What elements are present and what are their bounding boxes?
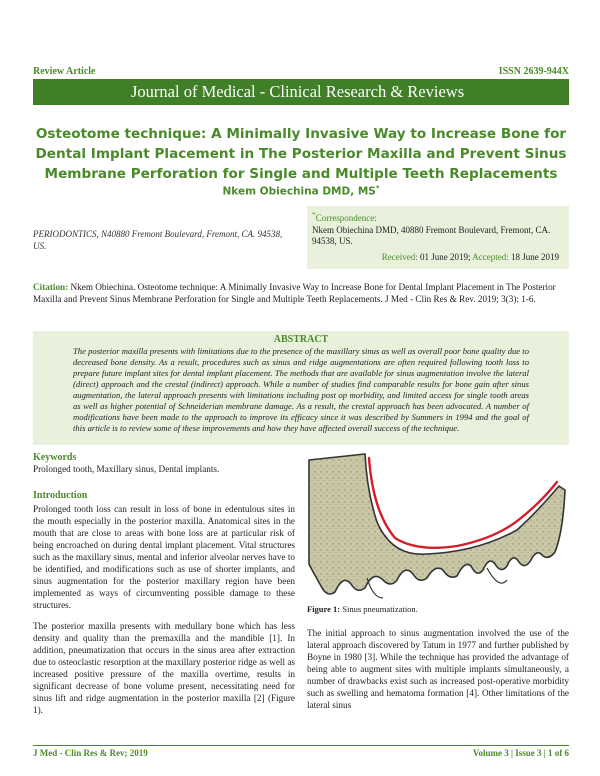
received-date: 01 June 2019;	[420, 251, 471, 262]
footer-rule	[33, 745, 569, 746]
maxilla-bone	[309, 454, 565, 594]
abstract-heading: ABSTRACT	[273, 334, 329, 345]
figure-label: Figure 1:	[307, 604, 341, 614]
intro-paragraph-2: The posterior maxilla presents with medullary bone which has less density and quality than the premaxilla and the mandible [1]. In addition, pneumatization that occurs in the sinus area after extraction due to osteoclastic resorption at the maxillary posterior ridge as well as increased positive pressure of the maxilla overtime, results in significant decrease of bone volume present, necessitating need for sinus lift and ridge augmentation in the posterior maxilla [2] (Figure 1).	[33, 621, 295, 715]
root-right	[487, 568, 507, 583]
abstract-text: The posterior maxilla presents with limitations due to the presence of the maxillary sinus as well as overall poor bone quality due to decreased bone density. As a result, procedures such as sinus and ridge augmentations are often required following tooth loss to prepare future implant sites for dental implant placement. The methods that are available for sinus augmentation involve the lateral (direct) approach and the crestal (indirect) approach. While a number of studies find comparable results for bone gain after sinus augmentation, the lateral approach presents with limitations including post op morbidity, and limited access for single tooth areas as well as higher potential of Schneiderian membrane damage. As a result, the crestal approach has been advocated. A number of modifications have been made to the approach to improve its efficacy since it was described by Summers in 1994 and the goal of this article is to review some of these improvements and how they have affected overall success of the technique.	[73, 346, 529, 433]
keywords-heading: Keywords	[33, 452, 77, 463]
dates	[382, 252, 559, 264]
affiliation: PERIODONTICS, N40880 Fremont Boulevard, Fremont, CA. 94538, US.	[33, 229, 283, 251]
correspondence-box	[307, 206, 569, 269]
footer-journal: J Med - Clin Res & Rev; 2019	[33, 748, 148, 758]
citation-text: Nkem Obiechina. Osteotome technique: A Minimally Invasive Way to Increase Bone for Dental Implant Placement in The Posterior Maxilla and Prevent Sinus Membrane Perforation for Single and Multiple Teeth Replacements. J Med - Clin Res & Rev. 2019; 3(3): 1-6.	[33, 282, 556, 304]
figure-caption-text: Sinus pneumatization.	[342, 604, 418, 614]
footer-volume: Volume 3 | Issue 3 | 1 of 6	[472, 748, 569, 758]
citation-label: Citation:	[33, 282, 69, 292]
author-name: Nkem Obiechina DMD, MS	[222, 185, 376, 198]
author-mark: *	[375, 184, 380, 192]
figure-caption	[307, 604, 418, 614]
keywords-text: Prolonged tooth, Maxillary sinus, Dental implants.	[33, 464, 220, 474]
figure-sinus-pneumatization	[307, 452, 569, 602]
footer	[33, 748, 569, 758]
accepted-label: Accepted:	[472, 251, 509, 262]
accepted-date: 18 June 2019	[511, 251, 559, 262]
issn: ISSN 2639-944X	[498, 66, 569, 77]
received-label: Received:	[381, 251, 418, 262]
article-type: Review Article	[33, 66, 96, 77]
article-title: Osteotome technique: A Minimally Invasive Way to Increase Bone for Dental Implant Placement in The Posterior Maxilla and Prevent Sinus Membrane Perforation for Single and Multiple Teeth Replacements	[35, 126, 567, 182]
abstract-box	[33, 331, 569, 445]
intro-paragraph-3: The initial approach to sinus augmentation involved the use of the lateral approach discovered by Tatum in 1977 and further published by Boyne in 1980 [3]. While the technique has provided the advantage of being able to augment sites with multiple implants simultaneously, a number of drawbacks exist such as increased post-operative morbidity such as swelling and hematoma formation [4]. Other limitations of the lateral sinus	[307, 628, 569, 710]
introduction-heading: Introduction	[33, 490, 88, 501]
correspondence-text: Nkem Obiechina DMD, 40880 Fremont Boulevard, Fremont, CA. 94538, US.	[312, 224, 551, 246]
author-line	[33, 184, 569, 198]
journal-banner	[33, 79, 569, 105]
intro-paragraph-1: Prolonged tooth loss can result in loss of bone in edentulous sites in the mouth especially in the posterior maxilla. Anatomical sites in the mouth that are close to areas with bone loss are at particular risk of being encroached on during dental implant placement. Vital structures such as the maxillary sinus, mental and inferior alveolar nerves have to be identified, and modifications such as use of shorter implants, and sinus augmentation for the posterior maxillary region have been implemented as ways of circumventing possible damage to these structures.	[33, 504, 295, 610]
journal-name: Journal of Medical - Clinical Research & Reviews	[131, 82, 465, 101]
maxilla-illustration	[307, 452, 569, 602]
correspondence-heading: *Correspondence:	[312, 210, 377, 223]
top-line	[33, 66, 569, 77]
citation	[33, 281, 569, 305]
